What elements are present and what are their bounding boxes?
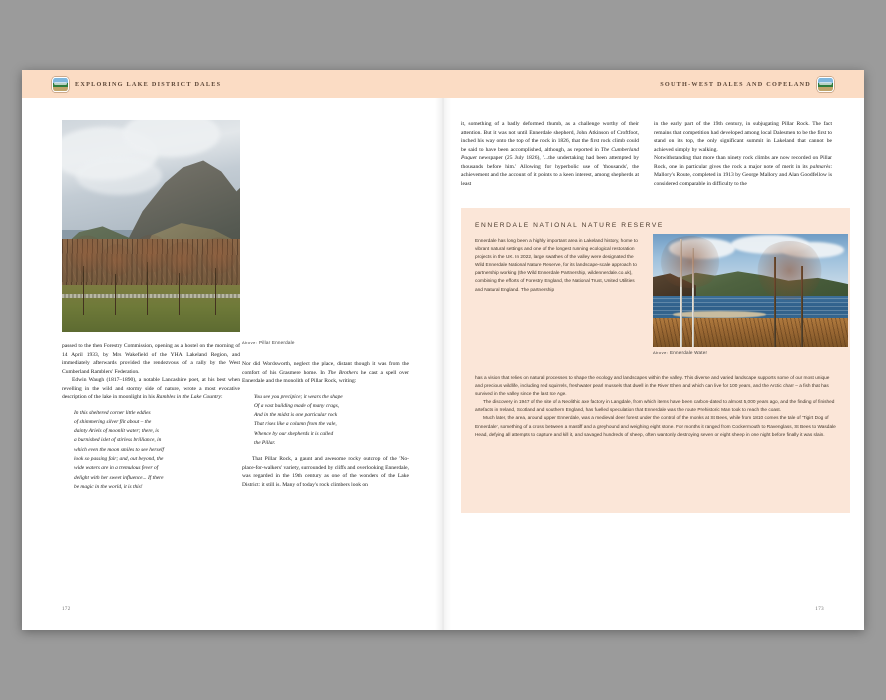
running-head-right-label: SOUTH-WEST DALES AND COPELAND (660, 80, 811, 88)
ennerdale-water-caption (653, 350, 707, 355)
book-title: The Brothers (327, 369, 359, 376)
quote-line: dainty Ariels of moonlit water; there, is (74, 428, 159, 435)
running-head-left (52, 70, 221, 98)
left-column-2 (242, 360, 409, 489)
paragraph: in the early part of the 19th century, in subjugating Pillar Rock. The fact remains that competition had developed among local Dalesmen to be the first to stand on its top, the only significant summit in Lakeland that cannot be achieved simply by walking. (654, 121, 832, 153)
shoreline (673, 311, 767, 318)
caption-text: Ennerdale Water (669, 350, 708, 355)
right-page (443, 98, 864, 630)
paragraph: Notwithstanding that more than ninety rock climbs are now recorded on Pillar Rock, one in particular gives the rock a major note of merit in its palmarès: Mallory's Route, completed in 1913 by George Mallory and Alan Goodfellow is considered comparable in difficulty to the (654, 155, 832, 187)
paragraph: it, something of a badly deformed thumb, as a challenge worthy of their attention. But it was not until Ennerdale shepherd, John Atkinson of Croftfoot, inched his way onto the top of the rock in 1826, that the first rock climb could be said to have been accomplished, although, as reported in The Cumberland Paquet newspaper (25 July 1826), '...the undertaking had been attempted by thousands before him.' Allowing for hyperbolic use of 'thousands', the achievement and the account of it points to a keen interest, among shepherds at least (461, 121, 639, 187)
caption-text: Pillar Ennerdale (258, 340, 295, 345)
quote-line: wide waters are in a tremulous fever of (74, 465, 159, 472)
paragraph: Edwin Waugh (1817–1890), a notable Lancashire poet, at his best when revelling in the wild and stormy side of nature, wrote a most evocative description of the lake in moonlight in his Rambles in the Lake Country: (62, 377, 240, 400)
quote-line: delight with her sweet influence... If there (74, 474, 164, 481)
book-spread (22, 70, 864, 630)
quote-line: look so passing fair; and, out beyond, the (74, 455, 164, 462)
paragraph: Much later, the area, around upper Ennerdale, was a medieval deer forest under the control of the monks at St Bees, while from 1810 comes the tale of 'Tigirt Dog of Ennerdale', something of a cross between a mastiff and a greyhound and weighing eight stone. For months it ranged from Cockermouth to Ravenglass, St Bees to Wasdale Head, defying all attempts to capture and kill it, and savaged hundreds of sheep, often wantonly destroying seven or eight sheep in one night before finally it was slain. (475, 416, 836, 438)
newspaper-title: The Cumberland Paquet (461, 146, 639, 161)
paragraph: passed to the then Forestry Commission, opening as a hostel on the morning of 14 April 1933, by Mrs Wakefield of the YHA Lakeland Region, and immediately afterwards provided the rendezvous of a rally by the West Cumberland Ramblers' Federation. (62, 343, 240, 375)
tree-canopy (754, 241, 824, 300)
wordsworth-quote (254, 393, 409, 449)
quote-line: the Pillar. (254, 439, 276, 446)
quote-line: of shimmering silver flit about – the (74, 418, 152, 425)
book-crest-icon (52, 77, 69, 92)
quote-line: In this sheltered corner little eddies (74, 409, 151, 416)
caption-label: Above: (242, 340, 258, 345)
quote-line: And in the midst is one particular rock (254, 412, 338, 419)
quote-line: be magic in the world, it is this! (74, 483, 143, 490)
running-head-left-label: EXPLORING LAKE DISTRICT DALES (75, 80, 222, 88)
ennerdale-nnr-panel (461, 208, 850, 513)
foreign-term: palmarès (809, 163, 831, 170)
quote-line: Whence by our shepherds it is called (254, 430, 334, 437)
cloud-shape (76, 157, 161, 194)
paragraph: That Pillar Rock, a gaunt and awesome rocky outcrop of the 'No-place-for-walkers' variety, surrounded by cliffs and overlooking Ennerdale, was regarded in the 19th century as one of the wonders of the Lake District: it still is. Many of today's rock climbers look on (242, 456, 409, 488)
paragraph: Ennerdale has long been a highly important area in Lakeland history, home to vibrant natural settings and one of the longest running ecological restoration projects in the UK. In 2022, large swathes of the valley were designated the Wild Ennerdale National Nature Reserve, for its landscape-scale approach to partnership working (the Wild Ennerdale Partnership, wildennerdale.co.uk), combining the efforts of Forestry England, the National Trust, United Utilities and Natural England. The partnership (475, 239, 638, 293)
quote-line: That rises like a column from the vale, (254, 421, 337, 428)
folio-left: 172 (62, 607, 71, 612)
left-page (22, 98, 443, 630)
quote-line: a burnished islet of stirless brilliance, in (74, 437, 162, 444)
waugh-quote (74, 409, 240, 493)
quote-line: You see you precipice; it wears the shape (254, 393, 343, 400)
right-column-2 (654, 120, 832, 188)
folio-right: 173 (815, 607, 824, 612)
ennerdale-water-photo (653, 234, 848, 347)
book-title: Rambles in the Lake Country (156, 394, 222, 400)
pillar-ennerdale-photo (62, 120, 240, 332)
right-column-1 (461, 120, 639, 188)
quote-line: Of a vast building made of many crags, (254, 402, 340, 409)
quote-line: which even the moon smiles to see herself (74, 446, 164, 453)
pillar-photo-caption (242, 340, 295, 345)
panel-narrow-column (475, 238, 641, 295)
running-head-right (660, 70, 834, 98)
bare-trees (62, 230, 240, 315)
book-crest-icon (817, 77, 834, 92)
paragraph: has a vision that relies on natural processes to shape the ecology and landscapes within the valley. This diverse and varied landscape supports some of our most unique and precious wildlife, including red squirrels, freshwater pearl mussels that dwell in the River Ehen and which can live for 100 years, and the Arctic charr – a fish that has survived in the valley since the last Ice Age. (475, 376, 830, 398)
panel-wide-column (475, 375, 836, 440)
caption-label: Above: (653, 350, 669, 355)
paragraph: Nor did Wordsworth, neglect the place, distant though it was from the comfort of his Grasmere home. In The Brothers he cast a spell over Ennerdale and the monolith of Pillar Rock, writing: (242, 361, 409, 384)
tree-canopy (657, 236, 723, 288)
paragraph: The discovery in 1947 of the site of a Neolithic axe factory in Langdale, from which items have been carbon-dated to almost 5,000 years ago, and the finding of finished artefacts in Ireland, Scotland and southern England, has fuelled speculation that Ennerdale was the route Prehistoric Man took to reach the coast. (475, 400, 835, 414)
panel-title: ENNERDALE NATIONAL NATURE RESERVE (475, 222, 664, 229)
left-column-1 (62, 342, 240, 499)
